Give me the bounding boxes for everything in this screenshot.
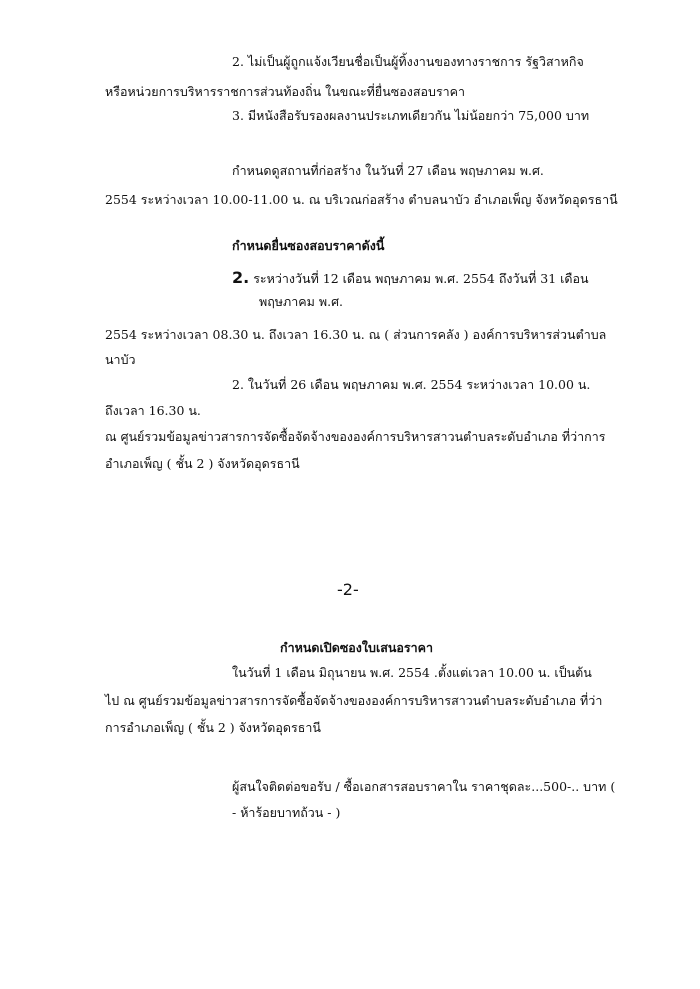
bid-period-line-1 (232, 270, 589, 287)
bid-submission-heading: กำหนดยื่นซองสอบราคาดังนี้ (232, 238, 385, 253)
bid-period-line-3: 2554 ระหว่างเวลา 08.30 น. ถึงเวลา 16.30 น. ณ ( ส่วนการคลัง ) องค์การบริหารส่วนตำบล (105, 327, 607, 342)
qualification-item-2: 2. ไม่เป็นผู้ถูกแจ้งเวียนชื่อเป็นผู้ทิ้งงานของทางราชการ รัฐวิสาหกิจ (232, 54, 584, 69)
bid-period-line-2: พฤษภาคม พ.ศ. (259, 294, 344, 309)
item-number: 2. (232, 268, 250, 287)
bid-opening-line-1: ในวันที่ 1 เดือน มิถุนายน พ.ศ. 2554 .ตั้งแต่เวลา 10.00 น. เป็นต้น (232, 665, 592, 680)
bid-day-line-2: ถึงเวลา 16.30 น. (105, 403, 201, 418)
bid-period-text: ระหว่างวันที่ 12 เดือน พฤษภาคม พ.ศ. 2554 ถึงวันที่ 31 เดือน (249, 271, 589, 286)
bid-opening-heading: กำหนดเปิดซองใบเสนอราคา (280, 640, 434, 655)
site-visit-line-2: 2554 ระหว่างเวลา 10.00-11.00 น. ณ บริเวณก่อสร้าง ตำบลนาบัว อำเภอเพ็ญ จังหวัดอุดรธานี (105, 192, 618, 207)
document-purchase-line-2: - ห้าร้อยบาทถ้วน - ) (232, 805, 341, 820)
page-number: -2- (337, 580, 359, 599)
bid-location-line-2: อำเภอเพ็ญ ( ชั้น 2 ) จังหวัดอุดรธานี (105, 456, 300, 471)
bid-location-line-1: ณ ศูนย์รวมข้อมูลข่าวสารการจัดซื้อจัดจ้างขององค์การบริหารสาวนตำบลระดับอำเภอ ที่ว่าการ (105, 429, 606, 444)
site-visit-line-1: กำหนดดูสถานที่ก่อสร้าง ในวันที่ 27 เดือน พฤษภาคม พ.ศ. (232, 163, 544, 178)
bid-opening-line-3: การอำเภอเพ็ญ ( ชั้น 2 ) จังหวัดอุดรธานี (105, 720, 321, 735)
bid-day-line-1: 2. ในวันที่ 26 เดือน พฤษภาคม พ.ศ. 2554 ระหว่างเวลา 10.00 น. (232, 377, 591, 392)
bid-period-line-4: นาบัว (105, 352, 136, 367)
qualification-item-2-cont: หรือหน่วยการบริหารราชการส่วนท้องถิ่น ในขณะที่ยื่นซองสอบราคา (105, 84, 466, 99)
bid-opening-line-2: ไป ณ ศูนย์รวมข้อมูลข่าวสารการจัดซื้อจัดจ้างขององค์การบริหารสาวนตำบลระดับอำเภอ ที่ว่า (105, 693, 603, 708)
document-purchase-line-1: ผู้สนใจติดต่อขอรับ / ซื้อเอกสารสอบราคาใน ราคาชุดละ...500-.. บาท ( (232, 779, 616, 794)
qualification-item-3: 3. มีหนังสือรับรองผลงานประเภทเดียวกัน ไม่น้อยกว่า 75,000 บาท (232, 108, 590, 123)
